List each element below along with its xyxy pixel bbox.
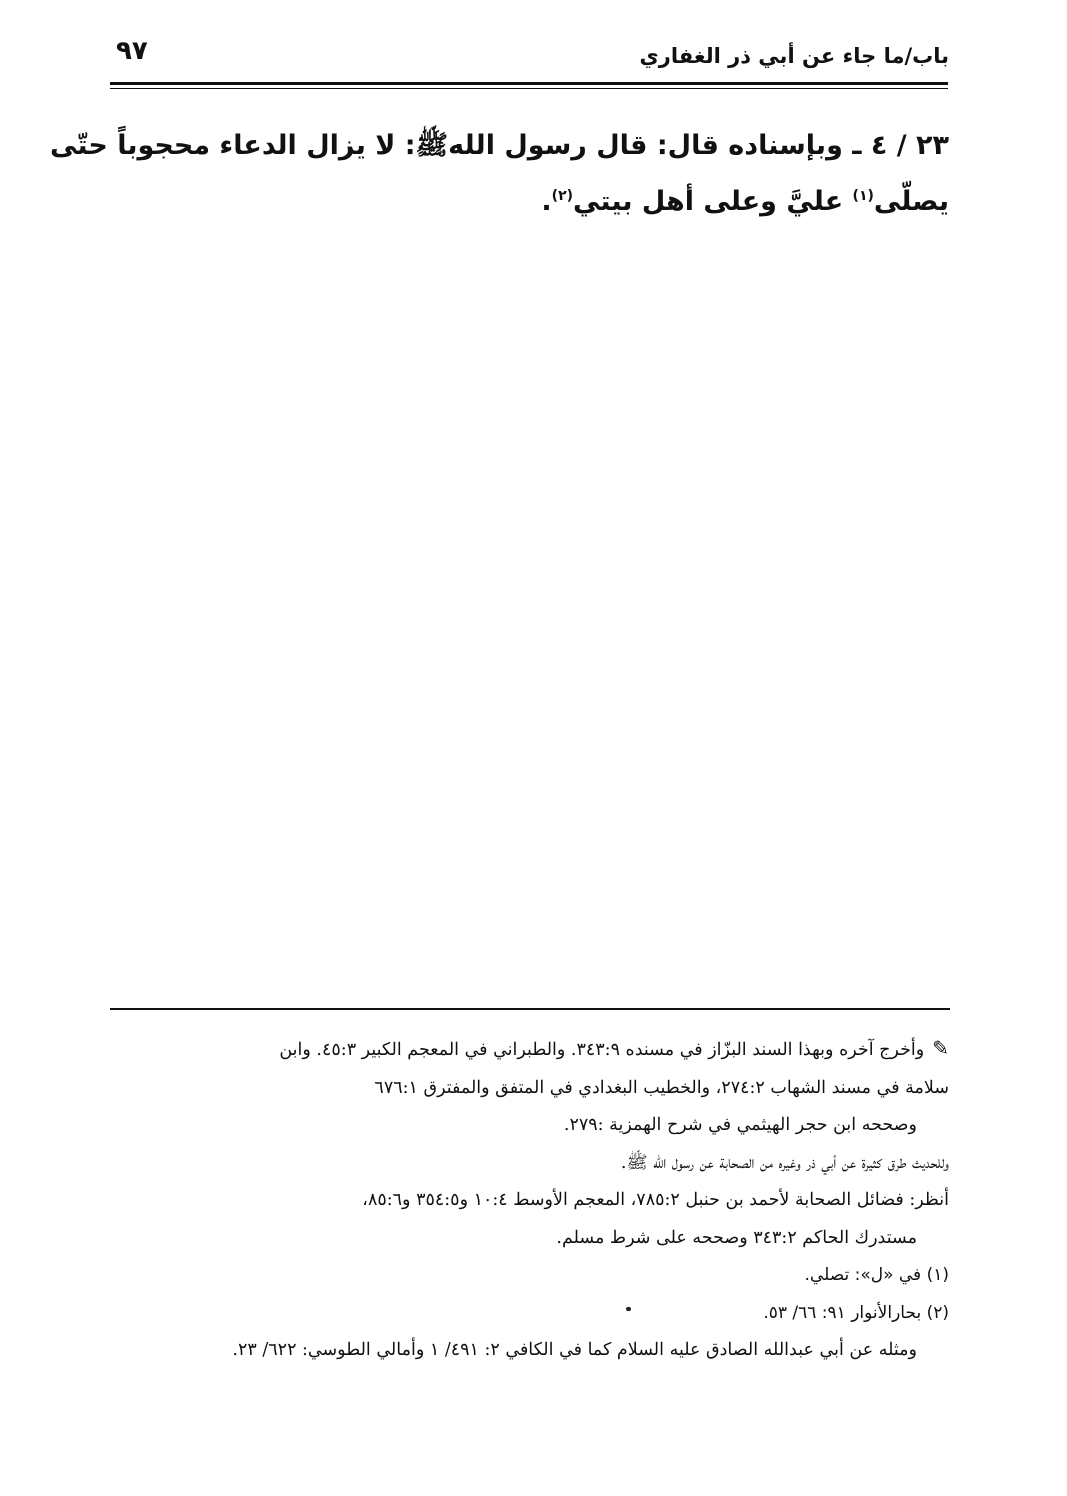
footnote-text: وأخرج آخره وبهذا السند البزّاز في مسنده ٣٤٣:٩. والطبراني في المعجم الكبير ٤٥:٣. وابن [279,1040,925,1060]
header-rule-thin [110,88,948,89]
footnote-2: (٢) بحارالأنوار ٩١: ٦٦/ ٥٣. [763,1302,949,1323]
footnote-1: (١) في «ل»: تصلي. [804,1265,949,1285]
salutation-glyph: ﷺ [415,130,449,161]
page-number: ٩٧ [116,36,148,66]
hadith-line-1-end: : لا يزال الدعاء محجوباً حتّى [50,130,416,161]
footnote-separator [110,1008,950,1010]
footnote-ref-2: (٢) [551,188,574,204]
hadith-line-2-middle: عليَّ وعلى أهل بيتي [573,186,853,217]
hadith-text [50,118,949,230]
footnote-commentary-line: مستدرك الحاكم ٣٤٣:٢ وصححه على شرط مسلم. [556,1227,917,1248]
hadith-line-2 [119,174,949,230]
footnote-commentary-line: أنظر: فضائل الصحابة لأحمد بن حنبل ٧٨٥:٢، المعجم الأوسط ١٠:٤ و٣٥٤:٥ و٨٥:٦، [362,1190,949,1210]
hadith-line-1 [50,118,949,174]
hadith-line-2-end: . [541,186,552,217]
footnote-2-continuation: ومثله عن أبي عبدالله الصادق عليه السلام كما في الكافي ٢: ٤٩١/ ١ وأمالي الطوسي: ٦٢٢/ ٢٣. [232,1340,917,1360]
footnote-commentary-line: وصححه ابن حجر الهيثمي في شرح الهمزية :٢٧٩. [563,1115,917,1135]
editor-note-icon: ✎ [932,1036,949,1060]
header-rule-thick [110,82,948,85]
running-title: باب/ما جاء عن أبي ذر الغفاري [639,44,949,68]
footnote-commentary-line: وللحديث طرق كثيرة عن أبي ذر وغيره من الصحابة عن رسول الله ﷺ. [620,1152,949,1173]
footnotes [109,1030,949,1370]
hadith-line-2-start: يصلّى [873,186,949,217]
hadith-line-1-start: ٢٣ / ٤ ـ وبإسناده قال: قال رسول الله [448,130,949,161]
footnote-commentary-line [109,1030,949,1070]
footnote-ref-1: (١) [852,188,874,204]
footnote-commentary-line: سلامة في مسند الشهاب ٢٧٤:٢، والخطيب البغدادي في المتفق والمفترق ٦٧٦:١ [374,1077,949,1098]
print-speck [626,1307,631,1311]
